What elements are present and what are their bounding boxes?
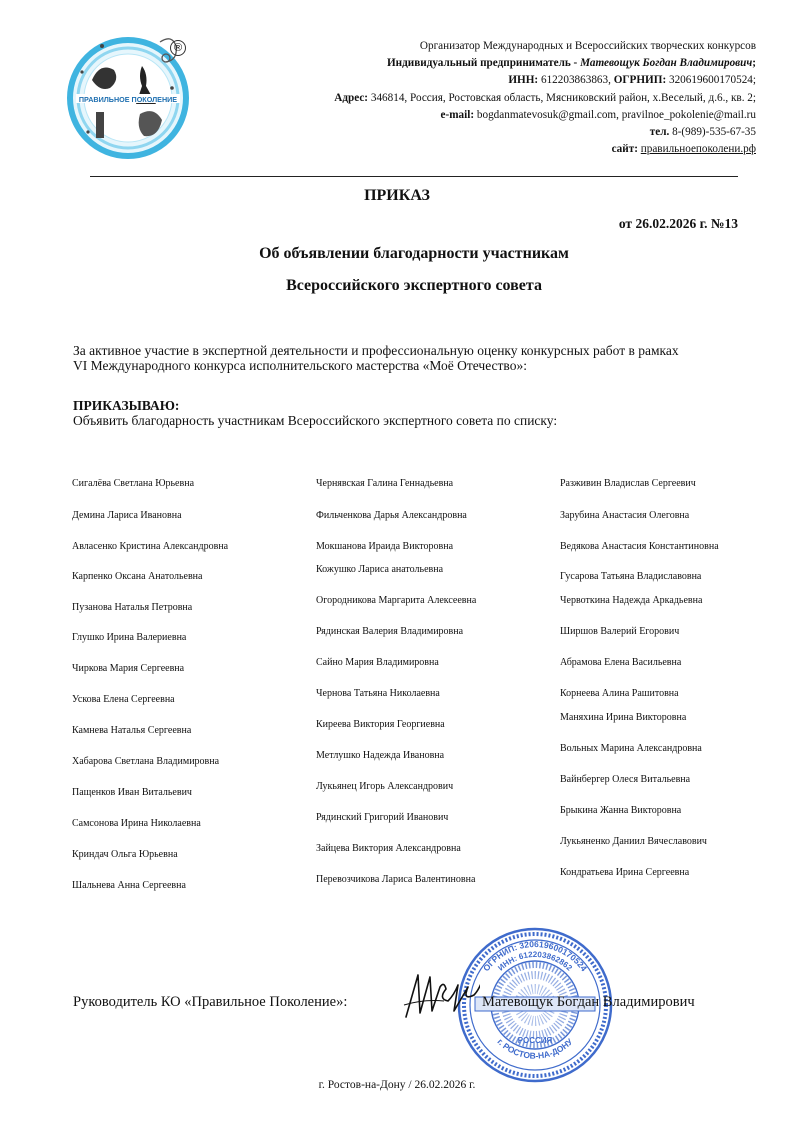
handwritten-signature [400,965,480,1025]
header-organizer: Организатор Международных и Всероссийских творческих конкурсов [419,40,756,52]
registered-trademark-icon: ® [170,40,186,56]
name-item: Зарубина Анастасия Олеговна [560,510,690,521]
name-item: Гусарова Татьяна Владиславовна [560,571,702,582]
header-entrepreneur: Индивидуальный предприниматель - Матевощук Богдан Владимирович; [386,57,756,70]
stamp-country: РОССИЯ [517,1036,553,1045]
stamp-ogrnip: ОГРНИП: 320619600170524 [480,938,590,974]
announce-text: Объявить благодарность участникам Всероссийского экспертного совета по списку: [73,413,558,428]
name-item: Шальнева Анна Сергеевна [72,880,186,891]
name-item: Чернова Татьяна Николаевна [316,688,440,699]
name-item: Вайнбергер Олеся Витальевна [560,774,691,785]
footer-place-date: г. Ростов-на-Дону / 26.02.2026 г. [318,1079,476,1091]
header-site: сайт: правильноепоколени.рф [611,143,756,156]
name-item: Пузанова Наталья Петровна [72,602,193,613]
name-item: Чернявская Галина Геннадьевна [316,478,454,489]
name-item: Перевозчикова Лариса Валентиновна [316,874,476,885]
order-date-number: от 26.02.2026 г. №13 [618,216,738,231]
name-item: Маняхина Ирина Викторовна [560,712,687,723]
name-item: Киреева Виктория Георгиевна [316,719,445,730]
site-link[interactable]: правильноепоколени.рф [640,143,756,156]
name-item: Червоткина Надежда Аркадьевна [560,595,703,606]
organization-header [334,38,756,158]
name-item: Пащенков Иван Витальевич [72,787,192,798]
header-ids: ИНН: 612203863863, ОГРНИП: 320619600170524; [508,74,756,87]
name-item: Огородникова Маргарита Алексеевна [316,595,477,606]
subject-line-2: Всероссийского экспертного совета [286,277,542,294]
name-item: Метлушко Надежда Ивановна [316,750,445,761]
intro-line-2: VI Международного конкурса исполнительского мастерства «Моё Отечество»: [73,358,527,373]
header-email: e-mail: bogdanmatevosuk@gmail.com, pravilnoe_pokolenie@mail.ru [440,108,756,121]
signatory-name: Матевощук Богдан Владимирович [482,994,695,1010]
header-phone: тел. 8-(989)-535-67-35 [649,126,756,139]
name-item: Глушко Ирина Валериевна [72,632,187,643]
name-item: Разживин Владислав Сергеевич [560,478,696,489]
signatory-title: Руководитель КО «Правильное Поколение»: [73,994,348,1010]
name-item: Сайно Мария Владимировна [316,657,439,668]
name-item: Кожушко Лариса анатольевна [316,564,444,575]
name-item: Корнеева Алина Рашитовна [560,688,679,699]
name-item: Чиркова Мария Сергеевна [72,663,185,674]
name-item: Сигалёва Светлана Юрьевна [72,478,195,489]
name-item: Авласенко Кристина Александровна [72,541,229,552]
document-title: ПРИКАЗ [364,187,430,204]
name-item: Фильченкова Дарья Александровна [316,510,467,521]
stamp-inn: ИНН: 612203862862 [496,949,574,973]
name-item: Зайцева Виктория Александровна [316,843,461,854]
name-item: Ширшов Валерий Егорович [560,626,680,637]
name-item: Карпенко Оксана Анатольевна [72,571,203,582]
name-item: Самсонова Ирина Николаевна [72,818,201,829]
name-item: Демина Лариса Ивановна [72,510,182,521]
name-item: Ускова Елена Сергеевна [72,694,175,705]
name-item: Хабарова Светлана Владимировна [72,756,220,767]
name-item: Лукьяненко Даниил Вячеславович [560,836,707,847]
name-item: Ведякова Анастасия Константиновна [560,541,719,552]
decree-heading: ПРИКАЗЫВАЮ: [73,398,180,413]
header-address: Адрес: 346814, Россия, Ростовская область, Мясниковский район, х.Веселый, д.6., кв. 2; [334,91,756,104]
name-item: Кондратьева Ирина Сергеевна [560,867,690,878]
subject-line-1: Об объявлении благодарности участникам [259,245,569,262]
name-item: Брыкина Жанна Викторовна [560,805,682,816]
stamp-city: г. РОСТОВ-НА-ДОНУ [495,1036,575,1061]
name-item: Лукьянец Игорь Александрович [316,781,454,792]
name-item: Абрамова Елена Васильевна [560,657,682,668]
name-item: Вольных Марина Александровна [560,743,702,754]
intro-paragraph [73,343,753,373]
intro-line-1: За активное участие в экспертной деятельности и профессиональную оценку конкурсных работ в рамках [73,343,679,358]
logo-text: ПРАВИЛЬНОЕ ПОКОЛЕНИЕ [78,95,178,104]
name-item: Криндач Ольга Юрьевна [72,849,178,860]
name-item: Мокшанова Ираида Викторовна [316,541,454,552]
header-divider [90,176,738,177]
name-item: Камнева Наталья Сергеевна [72,725,192,736]
name-item: Рядинский Григорий Иванович [316,812,449,823]
name-item: Рядинская Валерия Владимировна [316,626,464,637]
